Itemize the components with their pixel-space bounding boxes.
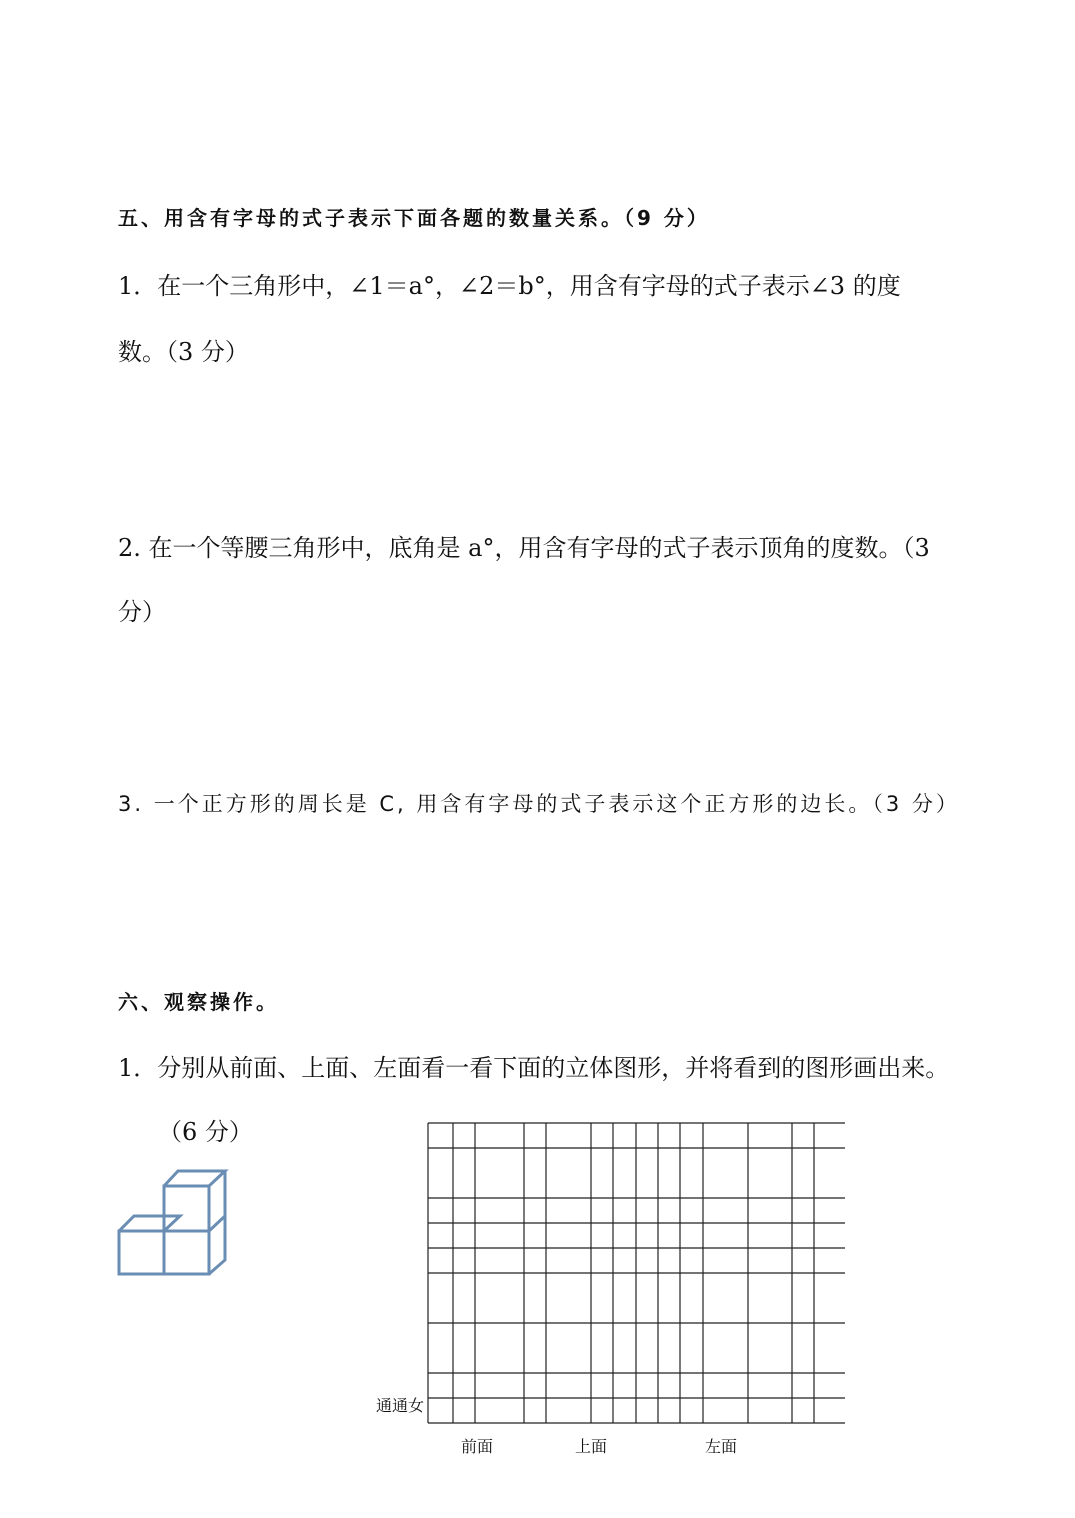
section6-question-1-score: （6 分） [158, 1118, 253, 1146]
section5-heading: 五、用含有字母的式子表示下面各题的数量关系。（9 分） [118, 206, 710, 230]
section6-question-1: 1．分别从前面、上面、左面看一看下面的立体图形，并将看到的图形画出来。 [118, 1054, 950, 1082]
question-2-line1: 2. 在一个等腰三角形中，底角是 a°，用含有字母的式子表示顶角的度数。（3 [118, 534, 930, 562]
view-label-top: 上面 [575, 1437, 608, 1456]
grid-side-label: 通通女 [376, 1396, 425, 1415]
section6-heading: 六、观察操作。 [118, 990, 279, 1014]
question-1-line2: 数。（3 分） [118, 338, 249, 366]
question-2-line2: 分） [118, 598, 166, 626]
question-1-line1: 1．在一个三角形中，∠1＝a°，∠2＝b°，用含有字母的式子表示∠3 的度 [118, 272, 901, 300]
question-3: 3. 一个正方形的周长是 C, 用含有字母的式子表示这个正方形的边长。（3 分） [118, 792, 960, 816]
view-label-left: 左面 [705, 1437, 738, 1456]
view-label-front: 前面 [461, 1437, 494, 1456]
